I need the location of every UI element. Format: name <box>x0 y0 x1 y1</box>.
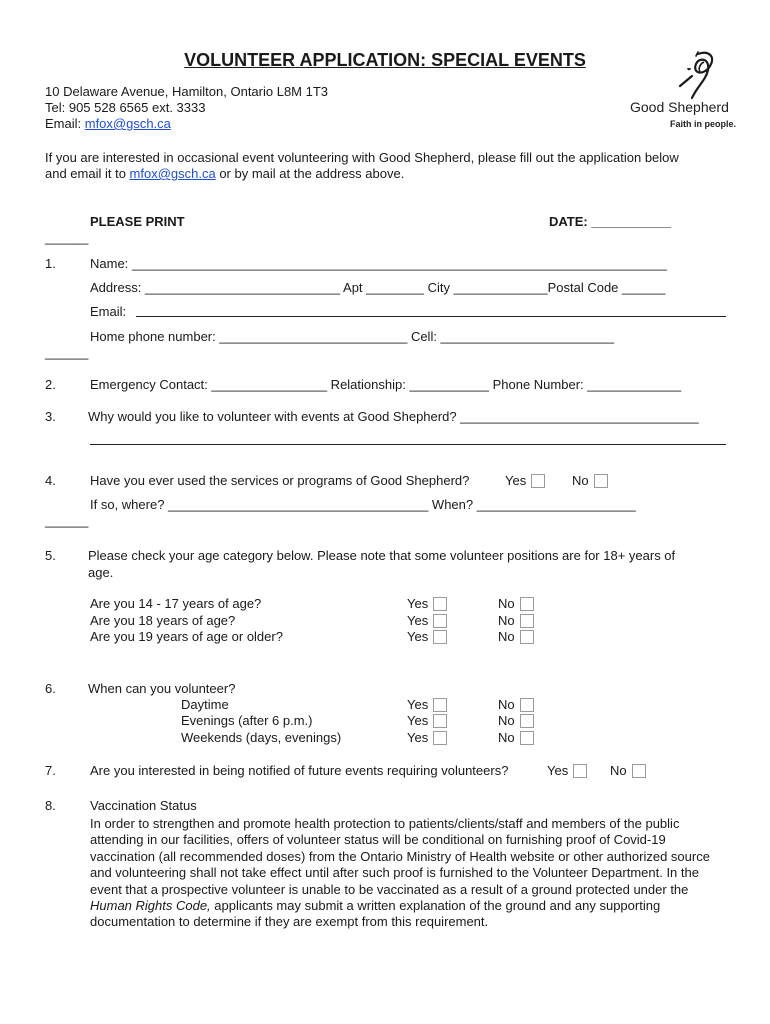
q2-number: 2. <box>45 377 56 392</box>
weekends-no-checkbox[interactable] <box>520 731 534 745</box>
availability-row-label: Daytime <box>181 697 229 712</box>
q7-no-checkbox[interactable] <box>632 764 646 778</box>
age-19-yes-checkbox[interactable] <box>433 630 447 644</box>
intro-line-2: and email it to mfox@gsch.ca or by mail at the address above. <box>45 166 405 181</box>
why-volunteer-field[interactable]: Why would you like to volunteer with events at Good Shepherd? _________________________________ <box>88 409 699 424</box>
q5-question-line-1: Please check your age category below. Please note that some volunteer positions are for 18+ years of <box>88 548 676 563</box>
logo-tagline: Faith in people. <box>670 119 737 129</box>
org-phone: Tel: 905 528 6565 ext. 3333 <box>45 100 206 115</box>
q6-number: 6. <box>45 681 56 696</box>
q4-yes-option: Yes <box>505 473 545 488</box>
availability-row-yes: Yes <box>407 697 447 712</box>
why-volunteer-line-2[interactable] <box>90 444 726 445</box>
email-field-label: Email: <box>90 304 127 319</box>
please-print-label: PLEASE PRINT <box>90 214 185 229</box>
q7-question: Are you interested in being notified of future events requiring volunteers? <box>90 763 509 778</box>
availability-row-label: Weekends (days, evenings) <box>181 730 342 745</box>
age-18-yes-checkbox[interactable] <box>433 614 447 628</box>
org-email: Email: mfox@gsch.ca <box>45 116 171 131</box>
q7-yes-option: Yes <box>547 763 587 778</box>
page-title: VOLUNTEER APPLICATION: SPECIAL EVENTS <box>184 50 586 70</box>
email-field-line[interactable] <box>136 316 726 317</box>
daytime-yes-checkbox[interactable] <box>433 698 447 712</box>
q5-question-line-2: age. <box>88 565 114 580</box>
q7-no-option: No <box>610 763 646 778</box>
evenings-no-checkbox[interactable] <box>520 714 534 728</box>
age-row-yes: Yes <box>407 596 447 611</box>
age-14-17-yes-checkbox[interactable] <box>433 597 447 611</box>
q4-question: Have you ever used the services or programs of Good Shepherd? <box>90 473 470 488</box>
q5-number: 5. <box>45 548 56 563</box>
availability-row-no: No <box>498 730 534 745</box>
shepherd-logo-icon <box>658 48 718 100</box>
email-link[interactable]: mfox@gsch.ca <box>84 116 171 131</box>
age-row-label: Are you 14 - 17 years of age? <box>90 596 262 611</box>
q4-no-option: No <box>572 473 608 488</box>
q4-yes-checkbox[interactable] <box>531 474 545 488</box>
intro-email-link[interactable]: mfox@gsch.ca <box>129 166 216 181</box>
age-row-yes: Yes <box>407 629 447 644</box>
q4-number: 4. <box>45 473 56 488</box>
availability-row-yes: Yes <box>407 730 447 745</box>
q6-question: When can you volunteer? <box>88 681 236 696</box>
phone-field[interactable]: Home phone number: __________________________ Cell: ________________________ <box>90 329 615 344</box>
q7-yes-checkbox[interactable] <box>573 764 587 778</box>
age-14-17-no-checkbox[interactable] <box>520 597 534 611</box>
date-field[interactable]: DATE: ___________ <box>549 214 671 229</box>
intro-line-1: If you are interested in occasional event volunteering with Good Shepherd, please fill out the application below <box>45 150 679 165</box>
vaccination-paragraph: In order to strengthen and promote health protection to patients/clients/staff and members of the public attending in our facilities, offers of volunteer status will be conditional on furnishing proof of Covid-19 vaccination (all recommended doses) from the Ontario Ministry of Health website or other authorized source and volunteering shall not take effect until after such proof is furnished to the Volunteer Department. In the event that a prospective volunteer is unable to be vaccinated as a result of a ground protected under the Human Rights Code, applicants may submit a written explanation of the ground and any supporting documentation to determine if they are exempt from this requirement. <box>90 816 710 930</box>
age-row-no: No <box>498 596 534 611</box>
age-row-label: Are you 19 years of age or older? <box>90 629 283 644</box>
age-row-no: No <box>498 613 534 628</box>
age-row-label: Are you 18 years of age? <box>90 613 236 628</box>
availability-row-no: No <box>498 713 534 728</box>
evenings-yes-checkbox[interactable] <box>433 714 447 728</box>
daytime-no-checkbox[interactable] <box>520 698 534 712</box>
age-19-no-checkbox[interactable] <box>520 630 534 644</box>
q1-number: 1. <box>45 256 56 271</box>
availability-row-label: Evenings (after 6 p.m.) <box>181 713 313 728</box>
logo-name: Good Shepherd <box>630 99 729 115</box>
q3-number: 3. <box>45 409 56 424</box>
age-18-no-checkbox[interactable] <box>520 614 534 628</box>
good-shepherd-logo <box>630 48 750 133</box>
org-address: 10 Delaware Avenue, Hamilton, Ontario L8M 1T3 <box>45 84 329 99</box>
q8-number: 8. <box>45 798 56 813</box>
age-row-no: No <box>498 629 534 644</box>
separator-dash: ______ <box>45 345 89 360</box>
availability-row-yes: Yes <box>407 713 447 728</box>
q4-where-field[interactable]: If so, where? ____________________________________ When? ______________________ <box>90 497 636 512</box>
emergency-contact-field[interactable]: Emergency Contact: ________________ Relationship: ___________ Phone Number: _____________ <box>90 377 682 392</box>
weekends-yes-checkbox[interactable] <box>433 731 447 745</box>
name-field[interactable]: Name: __________________________________________________________________________ <box>90 256 667 271</box>
separator-dash: ______ <box>45 513 89 528</box>
address-field[interactable]: Address: ___________________________ Apt ________ City _____________Postal Code ______ <box>90 280 666 295</box>
separator-dash: ______ <box>45 230 89 245</box>
age-row-yes: Yes <box>407 613 447 628</box>
q8-heading: Vaccination Status <box>90 798 197 813</box>
q4-no-checkbox[interactable] <box>594 474 608 488</box>
q7-number: 7. <box>45 763 56 778</box>
availability-row-no: No <box>498 697 534 712</box>
